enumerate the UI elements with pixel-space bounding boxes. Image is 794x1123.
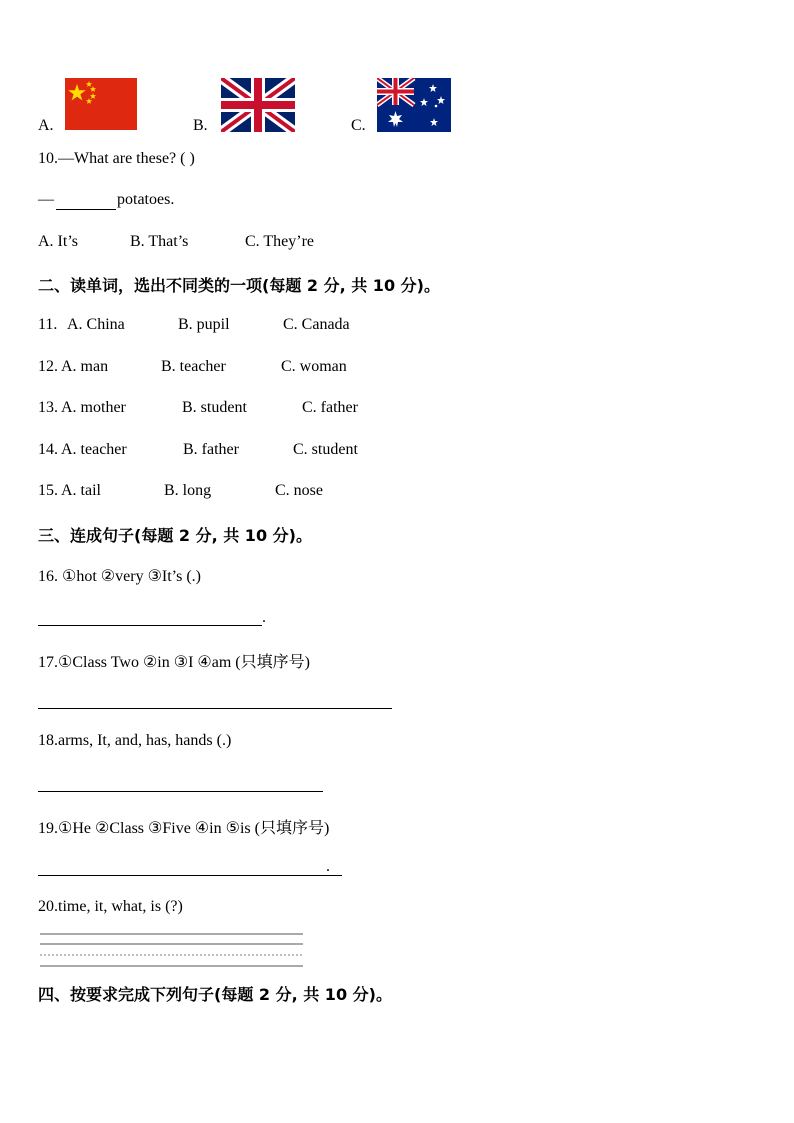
option-c-label: C. bbox=[351, 117, 366, 134]
option-a-label: A. bbox=[38, 117, 54, 134]
question-11-option-b: B. pupil bbox=[178, 316, 230, 333]
question-19-answer-line[interactable] bbox=[38, 875, 342, 876]
question-18-answer-line[interactable] bbox=[38, 791, 323, 792]
question-14-option-c: C. student bbox=[293, 441, 358, 458]
question-16-text: 16. ①hot ②very ③It’s (.) bbox=[38, 568, 202, 585]
question-10-option-c: C. They’re bbox=[245, 233, 315, 250]
question-15-option-c: C. nose bbox=[275, 482, 323, 499]
question-17-text: 17.①Class Two ②in ③I ④am (只填序号) bbox=[38, 654, 310, 671]
question-12-option-b: B. teacher bbox=[161, 358, 226, 375]
question-13-option-c: C. father bbox=[302, 399, 358, 416]
question-15-option-b: B. long bbox=[164, 482, 212, 499]
question-20-writing-lines[interactable] bbox=[40, 932, 304, 968]
question-12-number: 12. bbox=[38, 358, 58, 375]
question-20-text: 20.time, it, what, is (?) bbox=[38, 898, 183, 915]
section-2-heading: 二、读单词，选出不同类的一项(每题 2 分, 共 10 分)。 bbox=[38, 276, 440, 295]
question-19-text: 19.①He ②Class ③Five ④in ⑤is (只填序号) bbox=[38, 820, 330, 837]
uk-flag-icon bbox=[221, 78, 295, 132]
question-15-number: 15. bbox=[38, 482, 58, 499]
question-19-period: . bbox=[326, 858, 330, 875]
question-10-answer-suffix: potatoes. bbox=[117, 191, 175, 208]
question-14-number: 14. bbox=[38, 441, 58, 458]
question-17-answer-line[interactable] bbox=[38, 708, 392, 709]
question-13-option-a: A. mother bbox=[61, 399, 126, 416]
question-16-period: . bbox=[262, 609, 266, 626]
option-b-label: B. bbox=[193, 117, 208, 134]
question-11-option-c: C. Canada bbox=[283, 316, 350, 333]
question-13-option-b: B. student bbox=[182, 399, 247, 416]
question-14-option-a: A. teacher bbox=[61, 441, 127, 458]
question-10-option-b: B. That’s bbox=[130, 233, 189, 250]
question-14-option-b: B. father bbox=[183, 441, 239, 458]
question-18-text: 18.arms, It, and, has, hands (.) bbox=[38, 732, 232, 749]
china-flag-icon bbox=[65, 78, 137, 130]
question-11-number: 11. bbox=[38, 316, 58, 333]
question-12-option-a: A. man bbox=[61, 358, 109, 375]
section-3-heading: 三、连成句子(每题 2 分, 共 10 分)。 bbox=[38, 526, 312, 545]
question-13-number: 13. bbox=[38, 399, 58, 416]
section-4-heading: 四、按要求完成下列句子(每题 2 分, 共 10 分)。 bbox=[38, 985, 392, 1004]
question-12-option-c: C. woman bbox=[281, 358, 347, 375]
answer-blank[interactable] bbox=[56, 209, 116, 210]
question-16-answer-line[interactable] bbox=[38, 625, 262, 626]
australia-flag-icon bbox=[377, 78, 451, 132]
question-10-option-a: A. It’s bbox=[38, 233, 78, 250]
question-10-answer-prefix: — bbox=[38, 191, 54, 208]
question-15-option-a: A. tail bbox=[61, 482, 101, 499]
question-11-option-a: A. China bbox=[67, 316, 125, 333]
question-10-text: 10.—What are these? ( ) bbox=[38, 150, 195, 167]
